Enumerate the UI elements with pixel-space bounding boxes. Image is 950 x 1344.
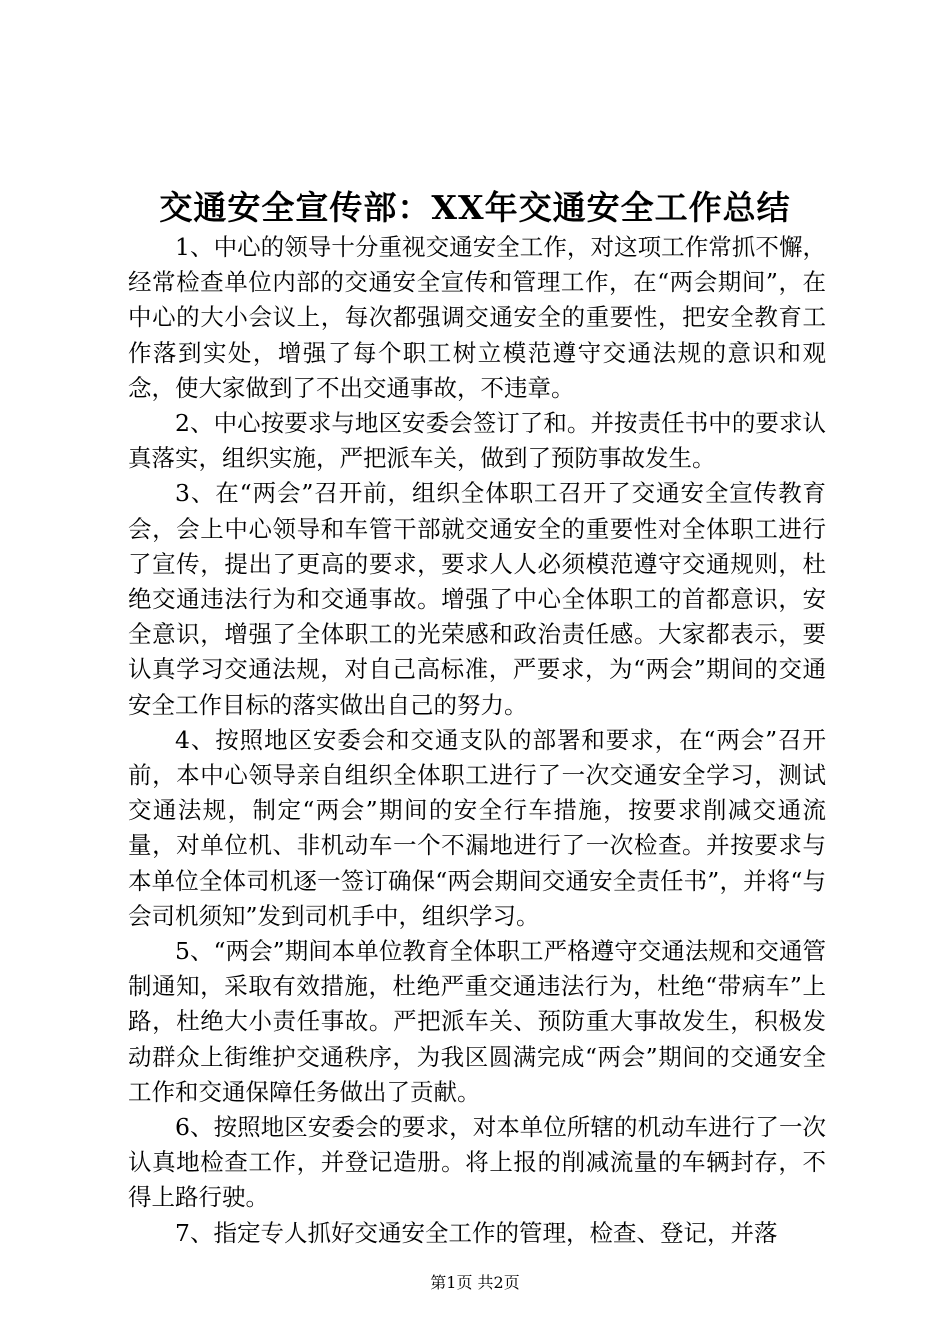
paragraph-5: 5、“两会”期间本单位教育全体职工严格遵守交通法规和交通管制通知，采取有效措施，杜绝严重交通违法行为，杜绝“带病车”上路，杜绝大小责任事故。严把派车关、预防重大事故发生，积极发动群众上街维护交通秩序，为我区圆满完成“两会”期间的交通安全工作和交通保障任务做出了贡献。	[128, 937, 826, 1106]
paragraph-3: 3、在“两会”召开前，组织全体职工召开了交通安全宣传教育会，会上中心领导和车管干部就交通安全的重要性对全体职工进行了宣传，提出了更高的要求，要求人人必须模范遵守交通规则，杜绝交通违法行为和交通事故。增强了中心全体职工的首都意识，安全意识，增强了全体职工的光荣感和政治责任感。大家都表示，要认真学习交通法规，对自己高标准，严要求，为“两会”期间的交通安全工作目标的落实做出自己的努力。	[128, 479, 826, 719]
page-footer: 第1页 共2页	[430, 1273, 520, 1292]
document-title: 交通安全宣传部：XX年交通安全工作总结	[159, 188, 791, 227]
paragraph-2: 2、中心按要求与地区安委会签订了和。并按责任书中的要求认真落实，组织实施，严把派车关，做到了预防事故发生。	[128, 409, 826, 473]
paragraph-6: 6、按照地区安委会的要求，对本单位所辖的机动车进行了一次认真地检查工作，并登记造册。将上报的削减流量的车辆封存，不得上路行驶。	[128, 1113, 826, 1212]
document-body	[128, 230, 826, 1251]
paragraph-4: 4、按照地区安委会和交通支队的部署和要求，在“两会”召开前，本中心领导亲自组织全体职工进行了一次交通安全学习，测试交通法规，制定“两会”期间的安全行车措施，按要求削减交通流量，对单位机、非机动车一个不漏地进行了一次检查。并按要求与本单位全体司机逐一签订确保“两会期间交通安全责任书”，并将“与会司机须知”发到司机手中，组织学习。	[128, 725, 826, 930]
paragraph-1: 1、中心的领导十分重视交通安全工作，对这项工作常抓不懈，经常检查单位内部的交通安全宣传和管理工作，在“两会期间”，在中心的大小会议上，每次都强调交通安全的重要性，把安全教育工作落到实处，增强了每个职工树立模范遵守交通法规的意识和观念，使大家做到了不出交通事故，不违章。	[128, 233, 826, 402]
paragraph-7: 7、指定专人抓好交通安全工作的管理，检查、登记，并落	[175, 1218, 778, 1247]
